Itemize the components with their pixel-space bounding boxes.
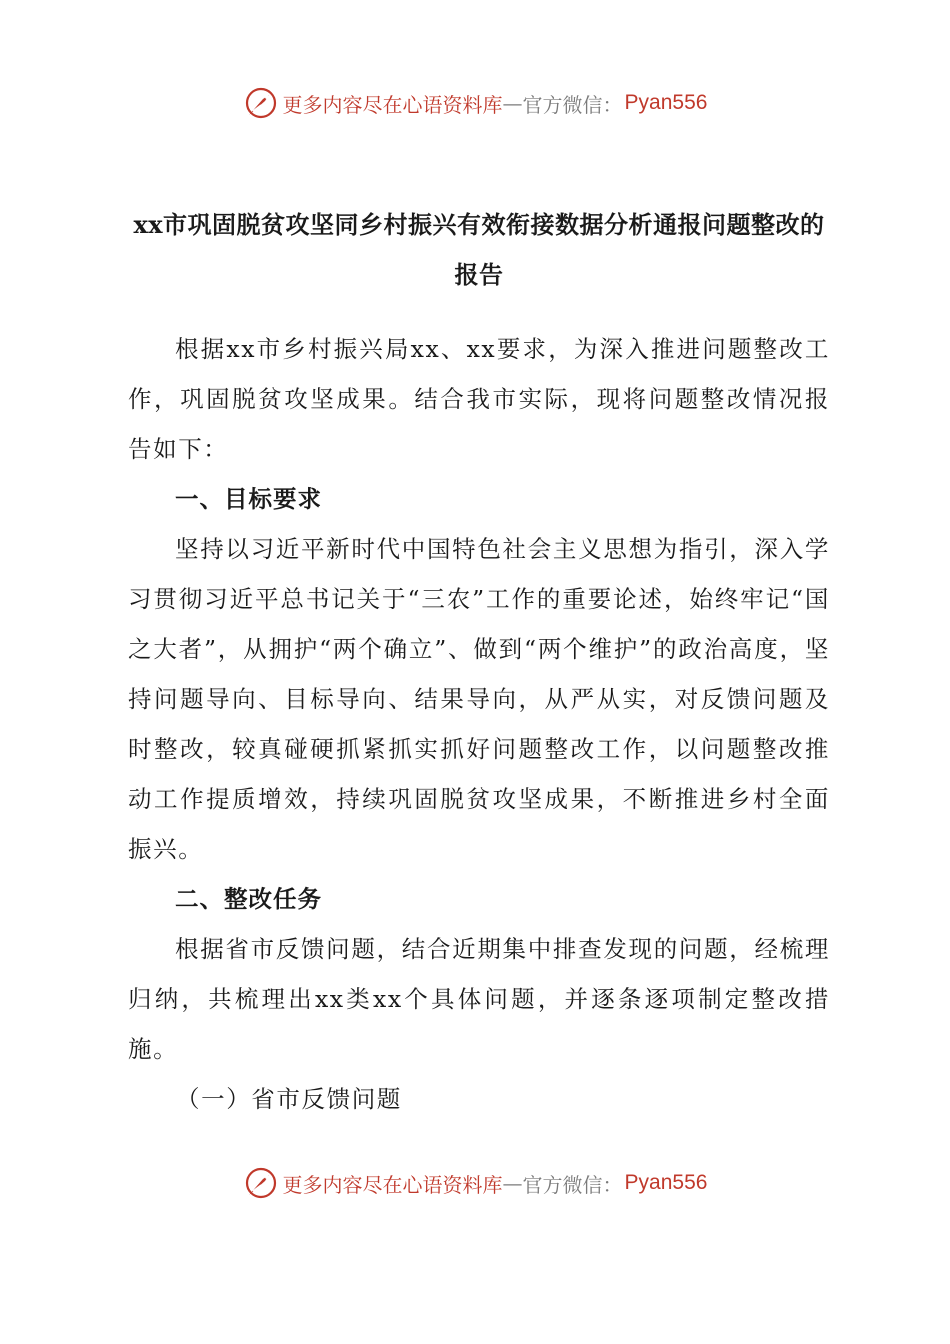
banner-wechat-label: 官方微信：: [522, 1172, 623, 1197]
banner-separator: —: [502, 1171, 523, 1195]
footer-banner: [0, 1158, 950, 1208]
banner-brand-text: 更多内容尽在心语资料库: [282, 1172, 503, 1197]
tasks-paragraph: 根据省市反馈问题，结合近期集中排查发现的问题，经梳理归纳，共梳理出xx类xx个具体问题，并逐条逐项制定整改措施。: [128, 935, 830, 1063]
banner-separator: —: [502, 91, 523, 115]
banner-brand-text: 更多内容尽在心语资料库: [282, 92, 503, 117]
banner-wechat-id: Pyan556: [624, 91, 708, 114]
section-heading-tasks: 二、整改任务: [175, 885, 322, 913]
section-heading-goals: 一、目标要求: [175, 485, 322, 513]
intro-paragraph: 根据xx市乡村振兴局xx、xx要求，为深入推进问题整改工作，巩固脱贫攻坚成果。结合我市实际，现将问题整改情况报告如下：: [128, 335, 830, 463]
pen-nib-logo-icon: [243, 1165, 279, 1201]
document-body: [128, 324, 830, 1124]
header-banner: [0, 78, 950, 128]
pen-nib-logo-icon: [243, 85, 279, 121]
subsection-heading-feedback: （一）省市反馈问题: [176, 1085, 402, 1113]
document-title: xx市巩固脱贫攻坚同乡村振兴有效衔接数据分析通报问题整改的报告: [133, 210, 825, 289]
goals-paragraph: 坚持以习近平新时代中国特色社会主义思想为指引，深入学习贯彻习近平总书记关于“三农”工作的重要论述，始终牢记“国之大者”，从拥护“两个确立”、做到“两个维护”的政治高度，坚持问题导向、目标导向、结果导向，从严从实，对反馈问题及时整改，较真碰硬抓紧抓实抓好问题整改工作，以问题整改推动工作提质增效，持续巩固脱贫攻坚成果，不断推进乡村全面振兴。: [128, 535, 830, 863]
banner-wechat-id: Pyan556: [624, 1171, 708, 1194]
banner-wechat-label: 官方微信：: [522, 92, 623, 117]
